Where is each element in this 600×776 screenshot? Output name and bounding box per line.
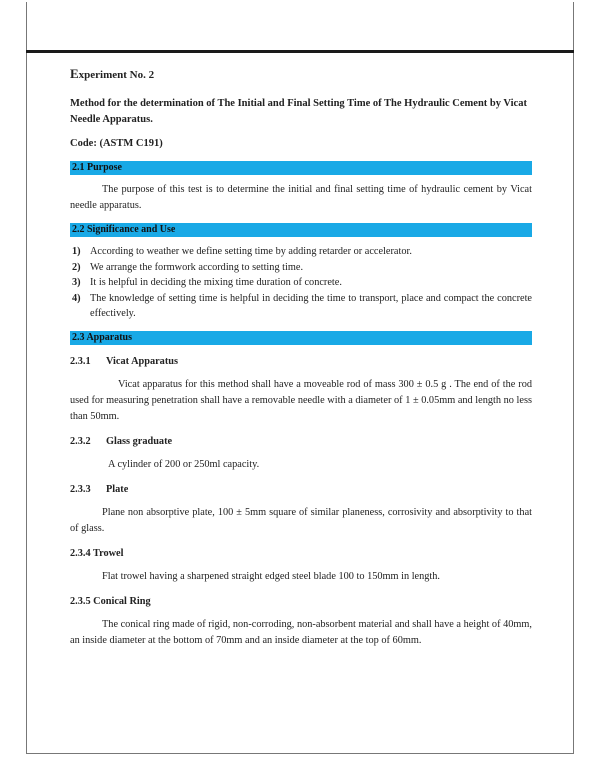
subheading-number: 2.3.1 xyxy=(70,355,91,367)
list-item xyxy=(70,244,532,260)
section-heading-significance: 2.2 Significance and Use xyxy=(70,223,532,237)
glass-paragraph: A cylinder of 200 or 250ml capacity. xyxy=(108,458,260,470)
subheading-trowel: 2.3.4 Trowel xyxy=(70,547,124,559)
list-item-number: 4) xyxy=(72,292,81,304)
list-item-number: 2) xyxy=(72,261,81,273)
list-item xyxy=(70,260,532,276)
section-heading-apparatus: 2.3 Apparatus xyxy=(70,331,532,345)
trowel-paragraph: Flat trowel having a sharpened straight edged steel blade 100 to 150mm in length. xyxy=(102,570,441,582)
subheading-title: Vicat Apparatus xyxy=(106,355,178,367)
vicat-paragraph: Vicat apparatus for this method shall have a moveable rod of mass 300 ± 0.5 g . The end of the rod used for measuring penetration shall have a removable needle with a diameter of 1 ± 0.05mm and length no less than 50mm. xyxy=(70,378,532,422)
experiment-title-rest: xperiment No. 2 xyxy=(78,69,155,81)
section-heading-purpose: 2.1 Purpose xyxy=(70,161,532,175)
experiment-title xyxy=(70,66,532,82)
standard-code: Code: (ASTM C191) xyxy=(70,138,163,149)
subheading-number: 2.3.3 xyxy=(70,483,91,495)
method-title: Method for the determination of The Initial and Final Setting Time of The Hydraulic Cement by Vicat Needle Apparatus. xyxy=(70,98,527,125)
subheading-number: 2.3.2 xyxy=(70,435,91,447)
list-item xyxy=(70,275,532,291)
subheading-title: Plate xyxy=(106,483,129,495)
list-item-text: The knowledge of setting time is helpful in deciding the time to transport, place and compact the concrete effectively. xyxy=(90,292,532,319)
experiment-title-initial: E xyxy=(70,66,79,81)
subheading-plate xyxy=(70,484,532,495)
subheading-vicat-apparatus xyxy=(70,356,532,367)
header-rule xyxy=(26,50,574,53)
document-body xyxy=(70,66,532,649)
list-item xyxy=(70,291,532,322)
subheading-glass-graduate xyxy=(70,436,532,447)
significance-list xyxy=(70,244,532,322)
list-item-text: It is helpful in deciding the mixing time duration of concrete. xyxy=(90,277,342,288)
subheading-title: Glass graduate xyxy=(106,435,173,447)
list-item-text: We arrange the formwork according to setting time. xyxy=(90,261,304,273)
list-item-text: According to weather we define setting time by adding retarder or accelerator. xyxy=(90,246,412,257)
plate-paragraph: Plane non absorptive plate, 100 ± 5mm square of similar planeness, corrosivity and absorptivity to that of glass. xyxy=(70,506,532,534)
subheading-conical-ring: 2.3.5 Conical Ring xyxy=(70,595,151,607)
conical-ring-paragraph: The conical ring made of rigid, non-corroding, non-absorbent material and shall have a height of 40mm, an inside diameter at the bottom of 70mm and an inside diameter at the top of 60mm. xyxy=(70,618,532,646)
list-item-number: 3) xyxy=(72,277,81,288)
purpose-paragraph: The purpose of this test is to determine the initial and final setting time of hydraulic cement by Vicat needle apparatus. xyxy=(70,184,532,211)
list-item-number: 1) xyxy=(72,246,81,257)
